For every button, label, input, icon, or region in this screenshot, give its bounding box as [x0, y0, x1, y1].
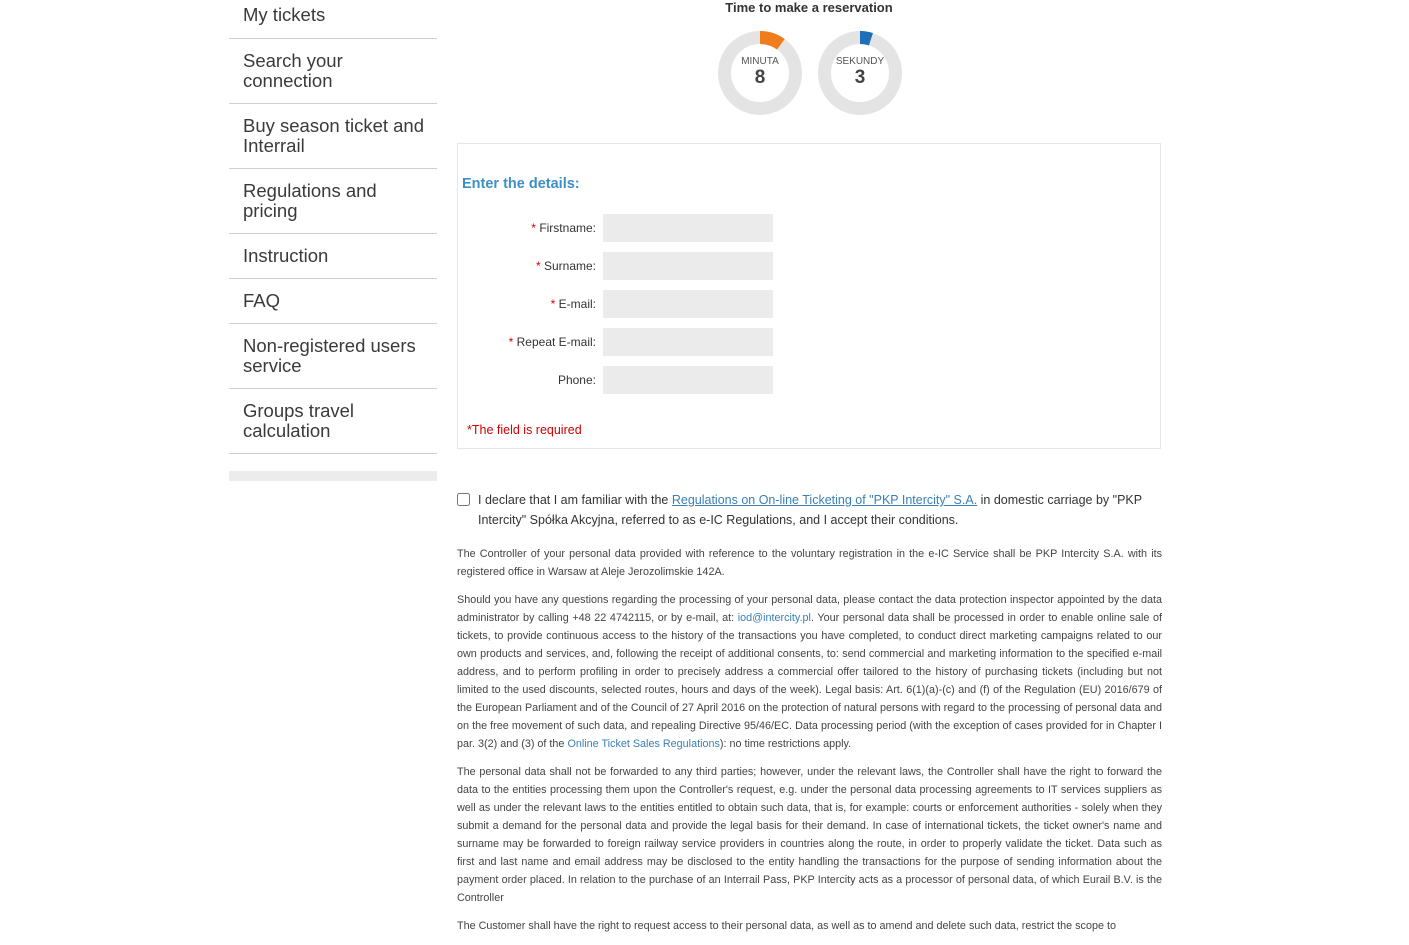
minutes-dial: [718, 31, 802, 115]
seconds-value: 3: [854, 67, 866, 88]
seconds-label: SEKUNDY: [835, 56, 885, 67]
sidebar-item-season-ticket[interactable]: Buy season ticket and Interrail: [229, 104, 437, 169]
privacy-paragraph-controller: The Controller of your personal data provided with reference to the voluntary registration in the e-IC Service shall be PKP Intercity S.A. with its registered office in Warsaw at Aleje Jerozolimskie 142A.: [457, 548, 1162, 578]
email-label: * E-mail:: [550, 297, 596, 311]
declaration-text: I declare that I am familiar with the Regulations on On-line Ticketing of "PKP Intercity" S.A. in domestic carriage by "PKP Intercity" Spółka Akcyjna, referred to as e-IC Regulations, and I accept their conditions.: [478, 493, 1142, 527]
phone-row: [458, 366, 1162, 394]
firstname-input[interactable]: [603, 214, 773, 242]
online-ticket-sales-regulations-link[interactable]: Online Ticket Sales Regulations: [567, 738, 720, 750]
seconds-dial: [818, 31, 902, 115]
regulations-link[interactable]: Regulations on On-line Ticketing of "PKP Intercity" S.A.: [671, 493, 978, 507]
sidebar-footer-bar: [229, 471, 437, 481]
email-row: [458, 290, 1162, 318]
repeat-email-input[interactable]: [603, 328, 773, 356]
privacy-paragraph-forwarding: The personal data shall not be forwarded to any third parties; however, under the relevant laws, the Controller shall have the right to forward the data to the entities processing them upon the Controller's request, e.g. under the personal data processing agreements to IT services suppliers as well as under the relevant laws to the entities entitled to obtain such data, that is, for example: courts or enforcement authorities - solely when they submit a demand for the personal data and provide the legal basis for their demand. In case of international tickets, the ticket owner's name and surname may be forwarded to foreign railway service providers in countries along the route, in order to properly validate the ticket. Data such as first and last name and email address may be disclosed to the entity handling the transactions for the purpose of sending information about the payment order placed. In relation to the purchase of an Interrail Pass, PKP Intercity acts as a processor of personal data, of which Eurail B.V. is the Controller: [457, 766, 1162, 904]
surname-label: * Surname:: [535, 259, 596, 273]
repeat-email-row: [458, 328, 1162, 356]
details-form: [457, 143, 1161, 449]
form-heading: Enter the details:: [462, 176, 580, 192]
phone-label: Phone:: [557, 373, 596, 387]
timer-dials: [718, 31, 902, 115]
firstname-label: * Firstname:: [531, 221, 596, 235]
required-field-note: *The field is required: [467, 423, 582, 437]
sidebar-item-groups-travel[interactable]: Groups travel calculation: [229, 389, 437, 454]
sidebar-item-instruction[interactable]: Instruction: [229, 234, 437, 279]
sidebar-item-non-registered[interactable]: Non-registered users service: [229, 324, 437, 389]
sidebar-item-faq[interactable]: FAQ: [229, 279, 437, 324]
sidebar-item-my-tickets[interactable]: My tickets: [229, 0, 437, 39]
surname-input[interactable]: [603, 252, 773, 280]
privacy-paragraph-processing: Should you have any questions regarding the processing of your personal data, please contact the data protection inspector appointed by the data administrator by calling +48 22 4742115, or by e-mail, at: iod@intercity.pl. Your personal data shall be processed in order to enable online sale of tickets, to provide continuous access to the history of the transactions you have completed, to conduct direct marketing campaigns related to our own products and services, and, following the receipt of additional consents, to: send commercial and marketing information to the specified e-mail address, and to perform profiling in order to precisely address a commercial offer tailored to the history of purchasing tickets (including but not limited to the used discounts, selected routes, hours and days of the week). Legal basis: Art. 6(1)(a)-(c) and (f) of the Regulation (EU) 2016/679 of the European Parliament and of the Council of 27 April 2016 on the protection of natural persons with regard to the processing of personal data and on the free movement of such data, and repealing Directive 95/46/EC. Data processing period (with the exception of cases provided for in Chapter I par. 3(2) and (3) of the Online Ticket Sales Regulations): no time restrictions apply.: [457, 594, 1162, 750]
minutes-value: 8: [754, 67, 766, 88]
reservation-timer: [709, 0, 909, 88]
firstname-row: [458, 214, 1162, 242]
privacy-notice: [457, 545, 1162, 945]
privacy-paragraph-rights: The Customer shall have the right to request access to their personal data, as well as to amend and delete such data, restrict the scope to: [457, 920, 1116, 932]
sidebar-item-regulations[interactable]: Regulations and pricing: [229, 169, 437, 234]
surname-row: [458, 252, 1162, 280]
sidebar-item-search-connection[interactable]: Search your connection: [229, 39, 437, 104]
accept-regulations-checkbox[interactable]: [457, 493, 470, 506]
email-input[interactable]: [603, 290, 773, 318]
timer-title: Time to make a reservation: [725, 0, 893, 15]
sidebar-nav: [229, 0, 437, 481]
repeat-email-label: * Repeat E-mail:: [508, 335, 596, 349]
iod-email-link[interactable]: iod@intercity.pl: [737, 612, 811, 624]
phone-input[interactable]: [603, 366, 773, 394]
minutes-label: MINUTA: [741, 56, 779, 67]
